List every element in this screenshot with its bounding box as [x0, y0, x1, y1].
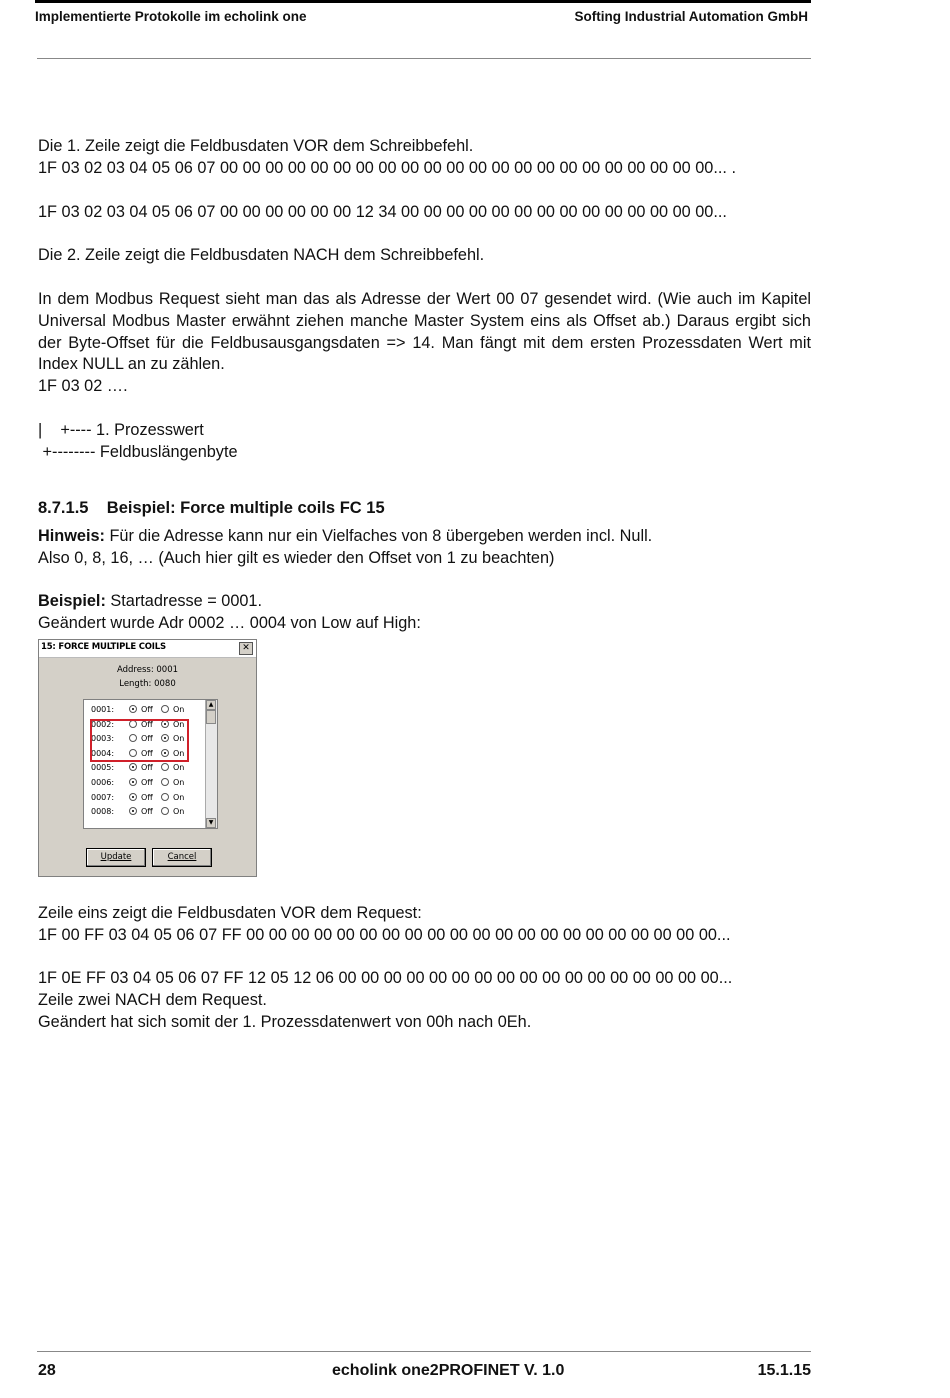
paragraph-second-line: [38, 245, 811, 267]
force-multiple-coils-dialog: [38, 639, 257, 877]
coil-address: 0005:: [91, 763, 115, 773]
update-button-label: Update: [100, 852, 132, 862]
on-label: On: [173, 807, 185, 817]
hint-paragraph: [38, 526, 811, 570]
off-radio[interactable]: [129, 763, 137, 771]
paragraph-after-dialog: [38, 903, 811, 947]
diagram-line-1: | +---- 1. Prozesswert: [38, 421, 204, 439]
on-radio[interactable]: [161, 705, 169, 713]
hex-line: 1F 03 02 03 04 05 06 07 00 00 00 00 00 00 00 00 00 00 00 00 00 00 00 00 00 00 00 00 00 00... .: [38, 158, 736, 177]
coil-address: 0003:: [91, 734, 115, 744]
footer-rule: [37, 1351, 811, 1352]
off-label: Off: [141, 763, 153, 773]
on-radio[interactable]: [161, 763, 169, 771]
coil-row: [84, 792, 204, 806]
off-label: Off: [141, 807, 153, 817]
footer-page-number: 28: [38, 1362, 56, 1379]
example-paragraph: [38, 591, 811, 635]
on-label: On: [173, 792, 185, 802]
on-radio[interactable]: [161, 793, 169, 801]
hex-line: 1F 0E FF 03 04 05 06 07 FF 12 05 12 06 00 00 00 00 00 00 00 00 00 00 00 00 00 00 00 00 00...: [38, 969, 733, 987]
off-label: Off: [141, 734, 153, 744]
coil-row: [84, 762, 204, 776]
paragraph-result: [38, 968, 811, 1033]
on-radio[interactable]: [161, 778, 169, 786]
text-line: Zeile eins zeigt die Feldbusdaten VOR dem Request:: [38, 904, 422, 922]
on-label: On: [173, 778, 185, 787]
coil-row: [84, 806, 204, 820]
text-line: Die 2. Zeile zeigt die Feldbusdaten NACH dem Schreibbefehl.: [38, 246, 485, 264]
on-label: On: [173, 763, 185, 773]
hint-label: Hinweis:: [38, 527, 105, 545]
header-right-company: Softing Industrial Automation GmbH: [574, 9, 808, 24]
on-radio[interactable]: [161, 807, 169, 815]
text-line: Zeile zwei NACH dem Request.: [38, 990, 267, 1009]
coil-address: 0006:: [91, 778, 115, 787]
close-icon[interactable]: ✕: [239, 642, 253, 655]
off-label: Off: [141, 778, 153, 787]
highlight-box: [90, 719, 189, 762]
scroll-thumb[interactable]: [206, 710, 216, 724]
text-line: Die 1. Zeile zeigt die Feldbusdaten VOR dem Schreibbefehl.: [38, 137, 474, 155]
off-label: Off: [141, 748, 153, 758]
hint-text: Für die Adresse kann nur ein Vielfaches von 8 übergeben werden incl. Null.: [104, 527, 653, 545]
off-label: Off: [141, 792, 153, 802]
hint-line-2: Also 0, 8, 16, … (Auch hier gilt es wieder den Offset von 1 zu beachten): [38, 548, 555, 567]
coil-address: 0001:: [91, 705, 115, 714]
scroll-down-icon[interactable]: ▼: [206, 818, 216, 828]
dialog-address: Address: 0001: [116, 665, 179, 675]
off-radio[interactable]: [129, 793, 137, 801]
update-button[interactable]: [86, 848, 146, 867]
text-line: Geändert hat sich somit der 1. Prozessdatenwert von 00h nach 0Eh.: [38, 1012, 532, 1031]
scrollbar[interactable]: [205, 700, 217, 828]
on-label: On: [173, 734, 185, 744]
text-block: In dem Modbus Request sieht man das als Adresse der Wert 00 07 gesendet wird. (Wie auch im Kapitel Universal Modbus Master erwähnt ziehen manche Master System eins als Offset ab.) Daraus ergibt sich der Byte-Offset für die Feldbusausgangsdaten => 14. Man fängt mit dem ersten Prozessdaten Wert mit Index NULL an zu zählen.: [38, 290, 811, 374]
dialog-length: Length: 0080: [119, 679, 176, 689]
diagram-line-2: +-------- Feldbuslängenbyte: [38, 442, 238, 461]
section-heading: 8.7.1.5 Beispiel: Force multiple coils FC 15: [38, 499, 385, 517]
on-label: On: [173, 719, 185, 729]
coil-row: [84, 704, 204, 718]
off-label: Off: [141, 705, 153, 714]
hex-line: 1F 00 FF 03 04 05 06 07 FF 00 00 00 00 00 00 00 00 00 00 00 00 00 00 00 00 00 00 00 00 00...: [38, 925, 731, 944]
coil-address: 0008:: [91, 807, 115, 817]
example-line-2: Geändert wurde Adr 0002 … 0004 von Low auf High:: [38, 613, 421, 632]
footer-product: echolink one2PROFINET V. 1.0: [332, 1362, 565, 1379]
coil-address: 0007:: [91, 792, 115, 802]
cancel-button[interactable]: [152, 848, 212, 867]
footer-date: 15.1.15: [757, 1362, 811, 1379]
coil-address: 0002:: [91, 719, 115, 729]
off-radio[interactable]: [129, 705, 137, 713]
off-radio[interactable]: [129, 778, 137, 786]
paragraph-before: [38, 136, 811, 180]
scroll-up-icon[interactable]: ▲: [206, 700, 216, 710]
paragraph-modbus-request: [38, 289, 811, 398]
example-label: Beispiel:: [38, 592, 106, 610]
paragraph-hex-after: [38, 202, 811, 224]
header-left-title: Implementierte Protokolle im echolink one: [35, 9, 307, 24]
header-top-bar: [35, 0, 811, 3]
on-label: On: [173, 748, 185, 758]
off-radio[interactable]: [129, 807, 137, 815]
example-text: Startadresse = 0001.: [105, 592, 263, 610]
hex-line: 1F 03 02 ….: [38, 377, 128, 396]
hex-line: 1F 03 02 03 04 05 06 07 00 00 00 00 00 00 12 34 00 00 00 00 00 00 00 00 00 00 00 00 00 00...: [38, 203, 727, 221]
coil-row: [84, 777, 204, 791]
dialog-title-bar: [39, 640, 256, 658]
header-rule: [37, 58, 811, 59]
off-label: Off: [141, 719, 153, 729]
on-label: On: [173, 705, 185, 714]
cancel-button-label: Cancel: [167, 852, 197, 862]
coil-address: 0004:: [91, 748, 115, 758]
dialog-title: 15: FORCE MULTIPLE COILS: [41, 642, 166, 652]
diagram-text: [38, 420, 811, 464]
